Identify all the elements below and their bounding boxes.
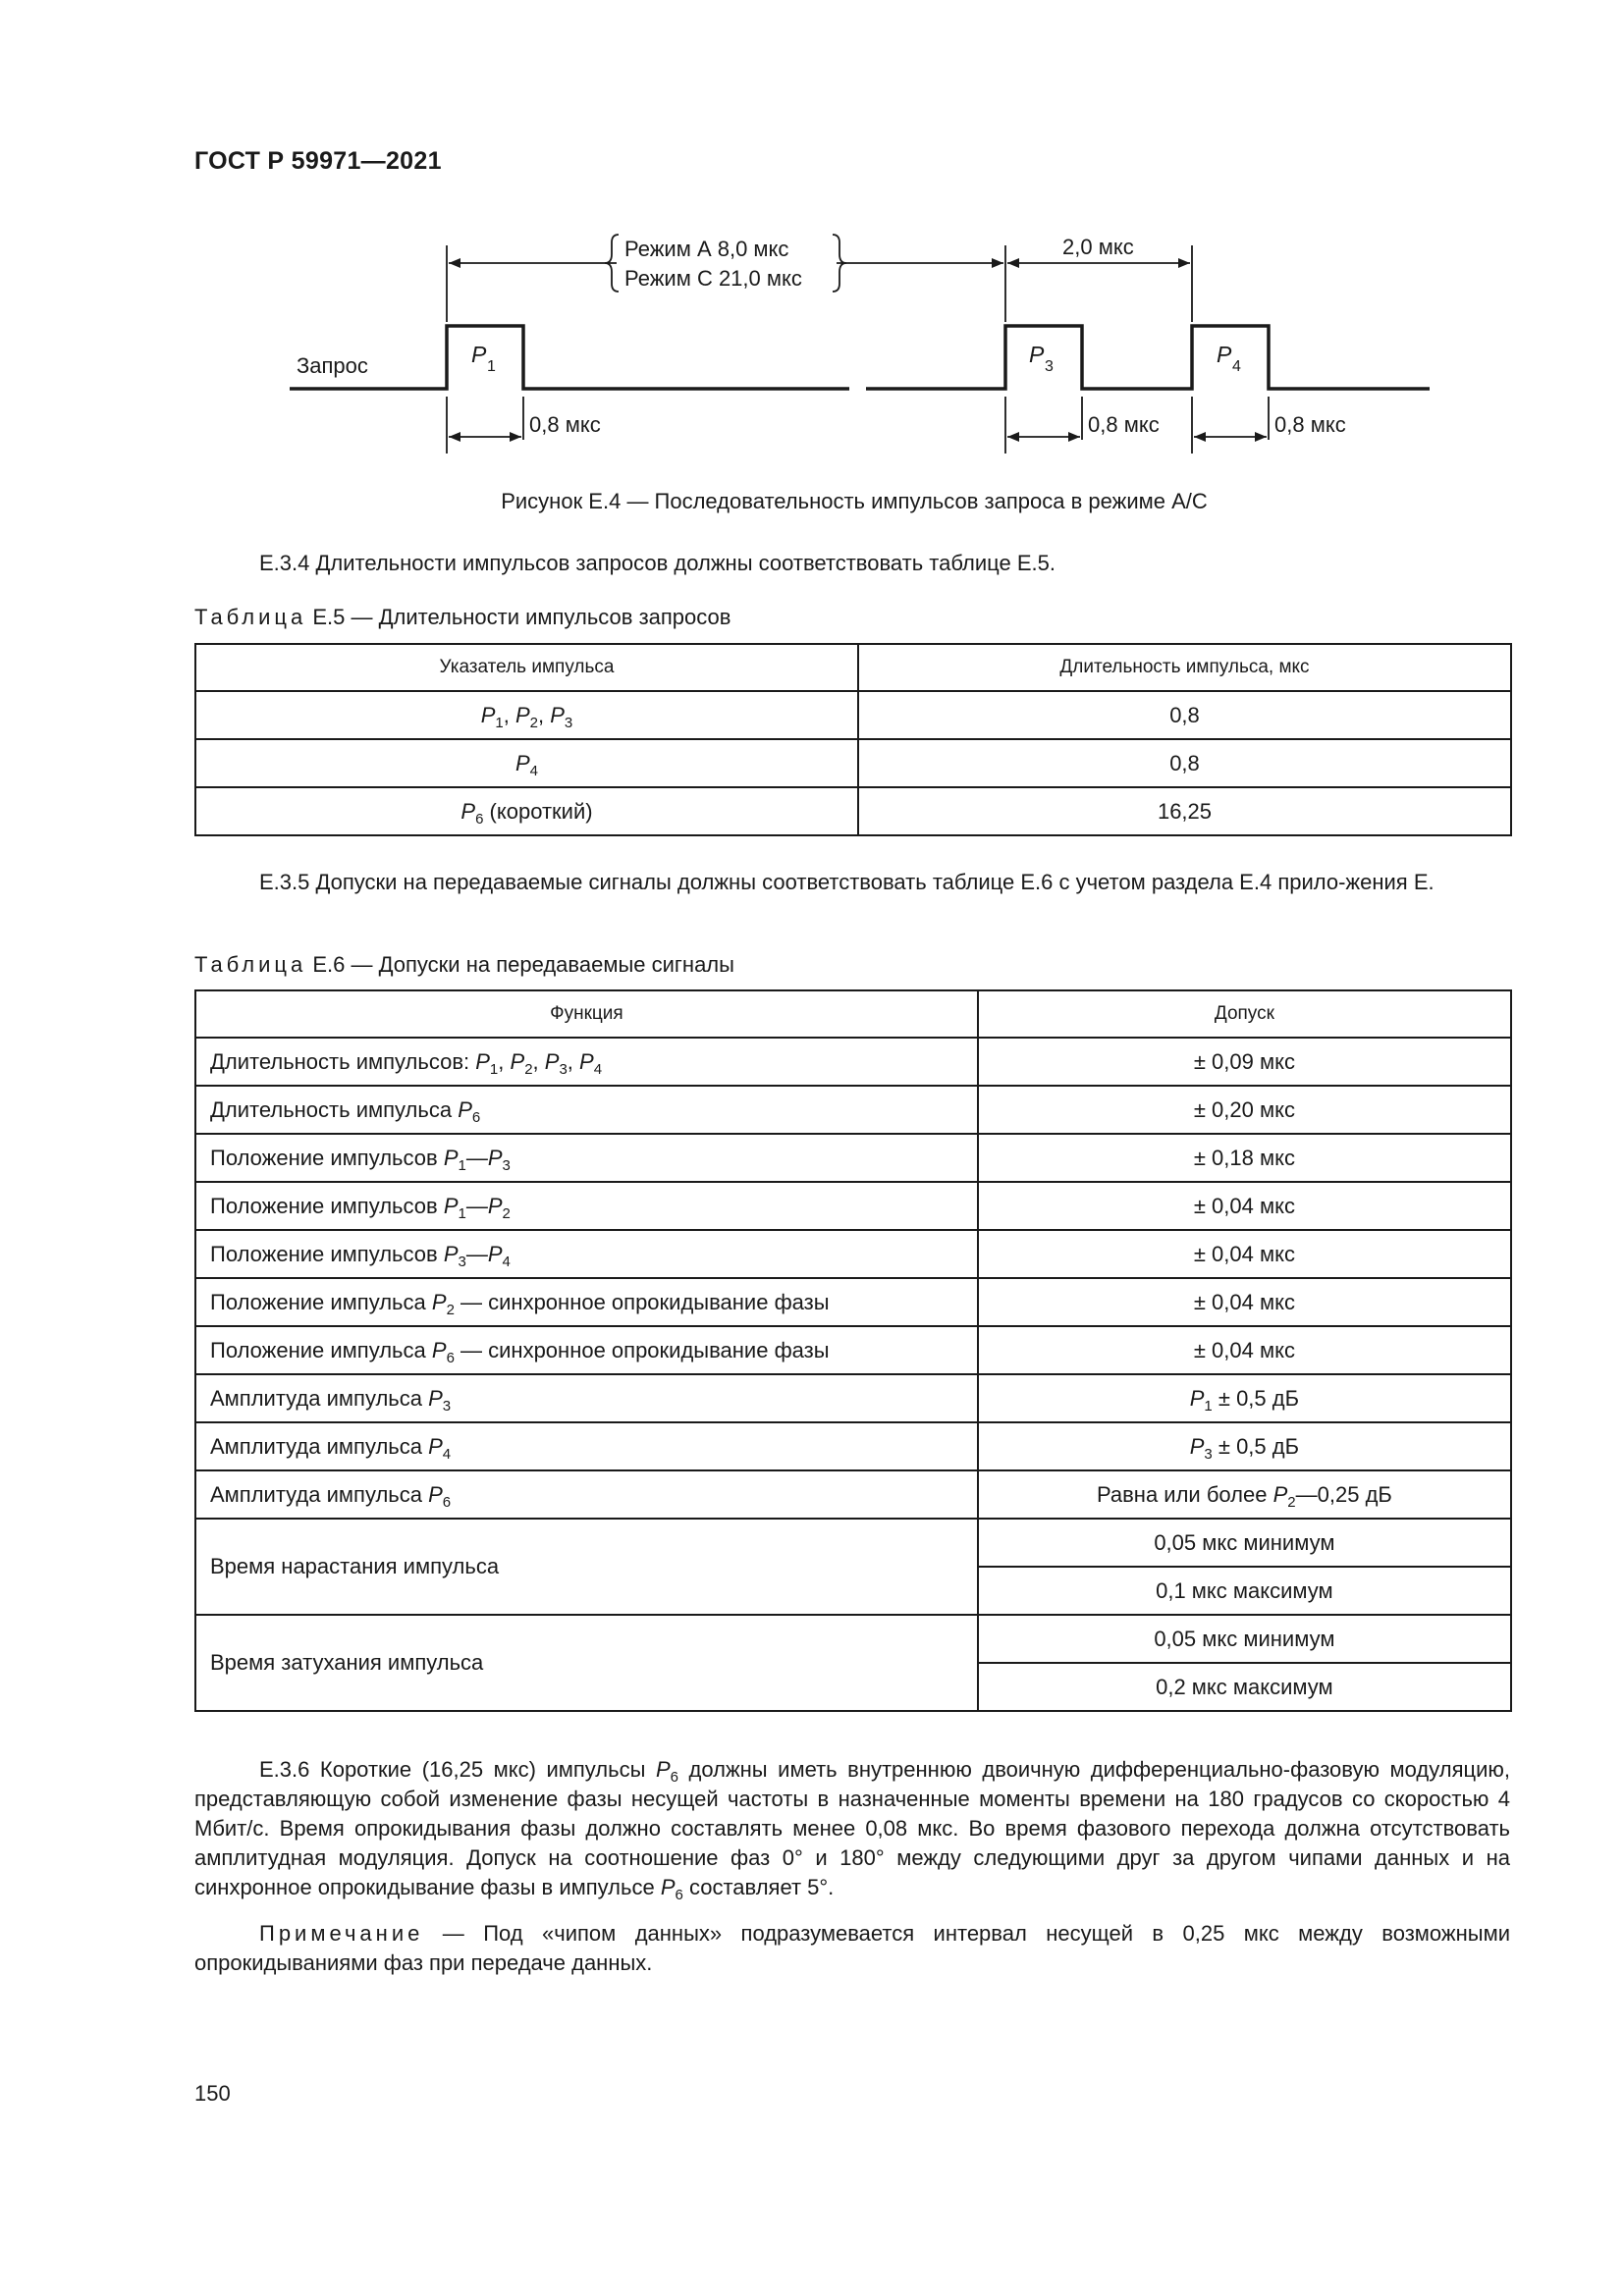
cell-tolerance: ± 0,09 мкс <box>978 1038 1511 1086</box>
table-row <box>195 739 1511 787</box>
table-e5-caption <box>194 605 731 630</box>
cell-function: Время затухания импульса <box>195 1615 978 1711</box>
table-e5-caption-text: Е.5 — Длительности импульсов запросов <box>306 605 731 629</box>
cell-duration: 0,8 <box>858 691 1511 739</box>
table-row <box>195 1326 1511 1374</box>
page-number: 150 <box>194 2081 231 2106</box>
table-header-row <box>195 990 1511 1038</box>
cell-tolerance: ± 0,04 мкс <box>978 1278 1511 1326</box>
width-label-1: 0,8 мкс <box>529 412 601 437</box>
p1-letter: P <box>471 342 487 367</box>
cell-function: Амплитуда импульса $P_3$ <box>195 1374 978 1422</box>
cell-pointer: $P_1$, $P_2$, $P_3$ <box>195 691 858 739</box>
cell-tolerance: $P_3 \pm 0,5$ дБ <box>978 1422 1511 1470</box>
table-row <box>195 1182 1511 1230</box>
pulse-diagram <box>275 214 1434 469</box>
cell-tolerance: ± 0,04 мкс <box>978 1182 1511 1230</box>
signal-line-right <box>866 326 1430 389</box>
mode-c-label: Режим С 21,0 мкс <box>624 266 802 291</box>
cell-tolerance: 0,05 мкс минимум <box>978 1519 1511 1567</box>
table-e5 <box>194 643 1512 836</box>
table-row <box>195 1278 1511 1326</box>
cell-function: Длительность импульсов: $P_1$, $P_2$, $P_3$, $P_4$ <box>195 1038 978 1086</box>
cell-tolerance: 0,05 мкс минимум <box>978 1615 1511 1663</box>
cell-tolerance: $P_1 \pm 0,5$ дБ <box>978 1374 1511 1422</box>
note-label: Примечание <box>259 1921 424 1946</box>
table-row <box>195 691 1511 739</box>
cell-function: Положение импульсов $P_3—P_4$ <box>195 1230 978 1278</box>
note-paragraph <box>194 1919 1510 1978</box>
paragraph-e35: Е.3.5 Допуски на передаваемые сигналы должны соответствовать таблице Е.6 с учетом раздела Е.4 прило-жения Е. <box>259 870 1435 894</box>
table-e6-caption-word: Таблица <box>194 952 307 977</box>
cell-function: Положение импульса $P_2$ — синхронное опрокидывание фазы <box>195 1278 978 1326</box>
width-label-4: 0,8 мкс <box>1274 412 1346 437</box>
cell-duration: 16,25 <box>858 787 1511 835</box>
document-header: ГОСТ Р 59971—2021 <box>194 147 442 175</box>
cell-tolerance: 0,2 мкс максимум <box>978 1663 1511 1711</box>
figure-caption: Рисунок Е.4 — Последовательность импульсов запроса в режиме А/С <box>501 489 1208 513</box>
cell-function: Время нарастания импульса <box>195 1519 978 1615</box>
cell-tolerance: ± 0,20 мкс <box>978 1086 1511 1134</box>
signal-label: Запрос <box>297 353 368 378</box>
note-text: — Под «чипом данных» подразумевается интервал несущей в 0,25 мкс между возможными опрокидываниями фаз при передаче данных. <box>194 1921 1510 1975</box>
table-header-row <box>195 644 1511 691</box>
cell-function: Длительность импульса $P_6$ <box>195 1086 978 1134</box>
cell-duration: 0,8 <box>858 739 1511 787</box>
cell-tolerance: ± 0,04 мкс <box>978 1230 1511 1278</box>
cell-function: Положение импульсов $P_1—P_2$ <box>195 1182 978 1230</box>
table-row <box>195 1470 1511 1519</box>
table-row <box>195 1230 1511 1278</box>
p1-index: 1 <box>487 358 496 375</box>
signal-line-left <box>290 326 849 389</box>
header-function: Функция <box>195 990 978 1038</box>
table-row <box>195 1134 1511 1182</box>
cell-pointer: $P_4$ <box>195 739 858 787</box>
table-e5-caption-word: Таблица <box>194 605 307 629</box>
p4-letter: P <box>1217 342 1232 367</box>
table-row <box>195 1519 1511 1567</box>
span-label: 2,0 мкс <box>1062 235 1134 259</box>
cell-function: Положение импульсов $P_1—P_3$ <box>195 1134 978 1182</box>
cell-tolerance: Равна или более $P_2—0,25$ дБ <box>978 1470 1511 1519</box>
cell-tolerance: 0,1 мкс максимум <box>978 1567 1511 1615</box>
header-pulse-duration: Длительность импульса, мкс <box>858 644 1511 691</box>
cell-function: Амплитуда импульса $P_6$ <box>195 1470 978 1519</box>
table-row <box>195 1374 1511 1422</box>
table-e6-caption <box>194 952 734 978</box>
cell-tolerance: ± 0,18 мкс <box>978 1134 1511 1182</box>
table-row <box>195 1086 1511 1134</box>
paragraph-e34: Е.3.4 Длительности импульсов запросов должны соответствовать таблице Е.5. <box>259 551 1056 575</box>
table-row <box>195 1422 1511 1470</box>
cell-tolerance: ± 0,04 мкс <box>978 1326 1511 1374</box>
cell-pointer: $P_6$ (короткий) <box>195 787 858 835</box>
p3-index: 3 <box>1045 358 1054 375</box>
header-tolerance: Допуск <box>978 990 1511 1038</box>
paragraph-e36: Е.3.6 Короткие (16,25 мкс) импульсы $P_6$ должны иметь внутреннюю двоичную дифференциально-фазовую модуляцию, представляющую собой изменение фазы несущей частоты в назначенные моменты времени на 180 градусов со скоростью 4 Мбит/с. Время опрокидывания фазы должно составлять менее 0,08 мкс. Во время фазового перехода должна отсутствовать амплитудная модуляция. Допуск на соотношение фаз 0° и 180° между следующими друг за другом чипами данных и на синхронное опрокидывание фазы в импульсе $P_6$ составляет 5°. <box>194 1757 1510 1903</box>
table-row <box>195 1615 1511 1663</box>
pulse-sequence-figure <box>275 214 1434 469</box>
p4-index: 4 <box>1232 358 1241 375</box>
width-label-3: 0,8 мкс <box>1088 412 1160 437</box>
mode-a-label: Режим А 8,0 мкс <box>624 237 789 261</box>
header-pulse-pointer: Указатель импульса <box>195 644 858 691</box>
cell-function: Амплитуда импульса $P_4$ <box>195 1422 978 1470</box>
table-row <box>195 1038 1511 1086</box>
table-e6 <box>194 989 1512 1712</box>
cell-function: Положение импульса $P_6$ — синхронное опрокидывание фазы <box>195 1326 978 1374</box>
table-row <box>195 787 1511 835</box>
p3-letter: P <box>1029 342 1045 367</box>
table-e6-caption-text: Е.6 — Допуски на передаваемые сигналы <box>306 952 734 977</box>
